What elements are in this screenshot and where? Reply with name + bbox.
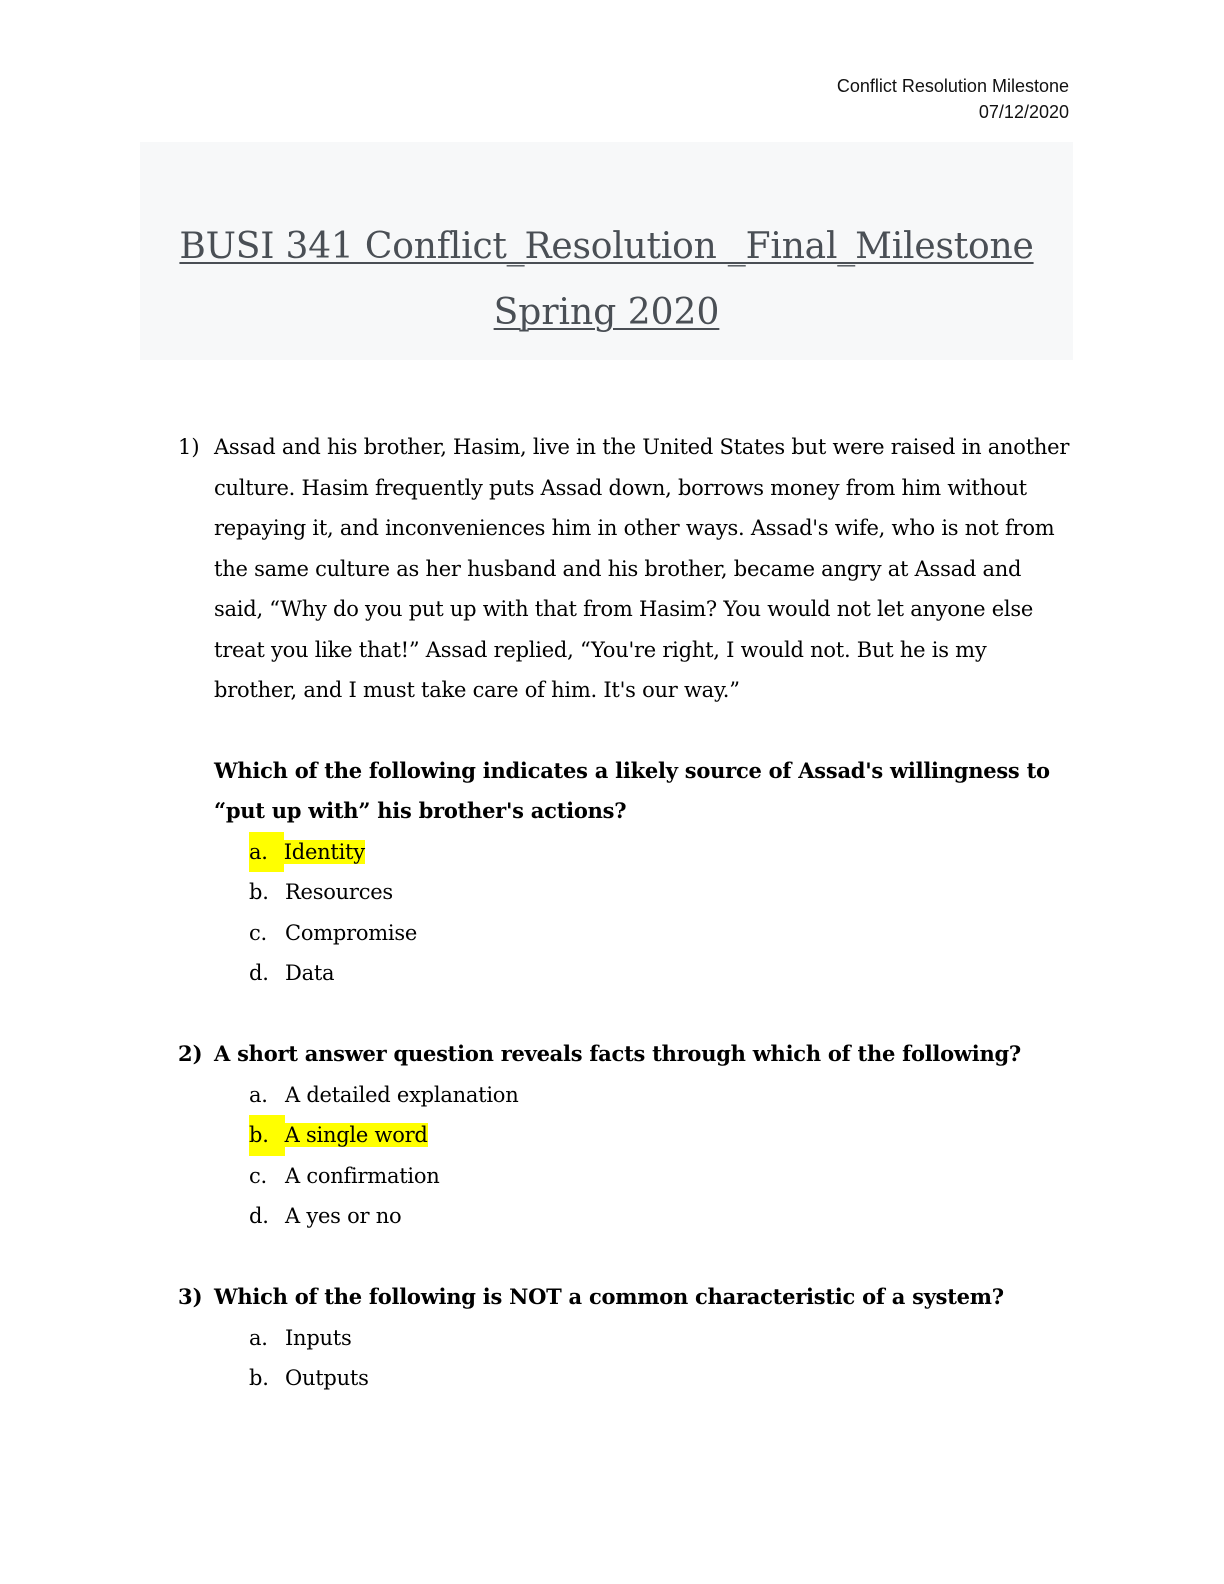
page-header bbox=[837, 73, 1069, 125]
option-text: A yes or no bbox=[285, 1204, 402, 1228]
option-letter: d. bbox=[249, 1204, 269, 1228]
option-text: A single word bbox=[284, 1123, 428, 1147]
question-1 bbox=[178, 427, 1073, 994]
option-letter: a. bbox=[249, 1325, 268, 1350]
option-d bbox=[249, 953, 1073, 994]
option-text: Inputs bbox=[285, 1325, 352, 1350]
answer-options bbox=[214, 832, 1073, 994]
answer-options bbox=[214, 1075, 1073, 1237]
question-passage: Assad and his brother, Hasim, live in the United States but were raised in another culture. Hasim frequently puts Assad down, borrows money from him without repaying it, and inconveniences him in other ways. Assad's wife, who is not from the same culture as her husband and his brother, became angry at Assad and said, “Why do you put up with that from Hasim? You would not let anyone else treat you like that!” Assad replied, “You're right, I would not. But he is my brother, and I must take care of him. It's our way.” bbox=[214, 435, 1070, 702]
question-number: 3) bbox=[178, 1284, 203, 1309]
option-letter: b. bbox=[249, 880, 269, 904]
option-letter: b. bbox=[249, 1115, 285, 1156]
option-letter: b. bbox=[249, 1366, 269, 1390]
option-letter: a. bbox=[249, 1082, 268, 1107]
question-stem: Which of the following indicates a likely source of Assad's willingness to “put up with” his brother's actions? bbox=[214, 757, 1050, 823]
header-date: 07/12/2020 bbox=[978, 102, 1069, 122]
option-a bbox=[249, 832, 1073, 873]
option-text: Outputs bbox=[285, 1366, 369, 1390]
answer-options bbox=[214, 1318, 1073, 1399]
header-document-name: Conflict Resolution Milestone bbox=[836, 76, 1069, 96]
option-b bbox=[249, 872, 1073, 913]
question-number: 2) bbox=[178, 1041, 203, 1066]
option-a bbox=[249, 1075, 1073, 1116]
option-c bbox=[249, 1156, 1073, 1197]
question-stem: A short answer question reveals facts through which of the following? bbox=[214, 1041, 1021, 1066]
option-letter: a. bbox=[249, 832, 284, 873]
option-letter: c. bbox=[249, 1163, 267, 1188]
option-a bbox=[249, 1318, 1073, 1359]
question-stem: Which of the following is NOT a common characteristic of a system? bbox=[214, 1284, 1004, 1309]
question-2 bbox=[178, 1034, 1073, 1237]
title-block bbox=[140, 142, 1073, 360]
question-3 bbox=[178, 1277, 1073, 1399]
option-b bbox=[249, 1115, 1073, 1156]
option-text: Identity bbox=[283, 839, 365, 864]
option-text: Data bbox=[285, 961, 335, 985]
option-c bbox=[249, 913, 1073, 954]
option-d bbox=[249, 1196, 1073, 1237]
option-letter: c. bbox=[249, 920, 267, 945]
option-text: Resources bbox=[285, 880, 393, 904]
option-text: A detailed explanation bbox=[285, 1082, 519, 1107]
option-letter: d. bbox=[249, 961, 269, 985]
title-course: BUSI 341 Conflict_Resolution _Final_Milestone bbox=[179, 226, 1034, 267]
question-number: 1) bbox=[178, 435, 200, 459]
option-text: A confirmation bbox=[285, 1163, 440, 1188]
option-text: Compromise bbox=[285, 920, 418, 945]
title-term: Spring 2020 bbox=[493, 292, 720, 333]
option-b bbox=[249, 1358, 1073, 1399]
